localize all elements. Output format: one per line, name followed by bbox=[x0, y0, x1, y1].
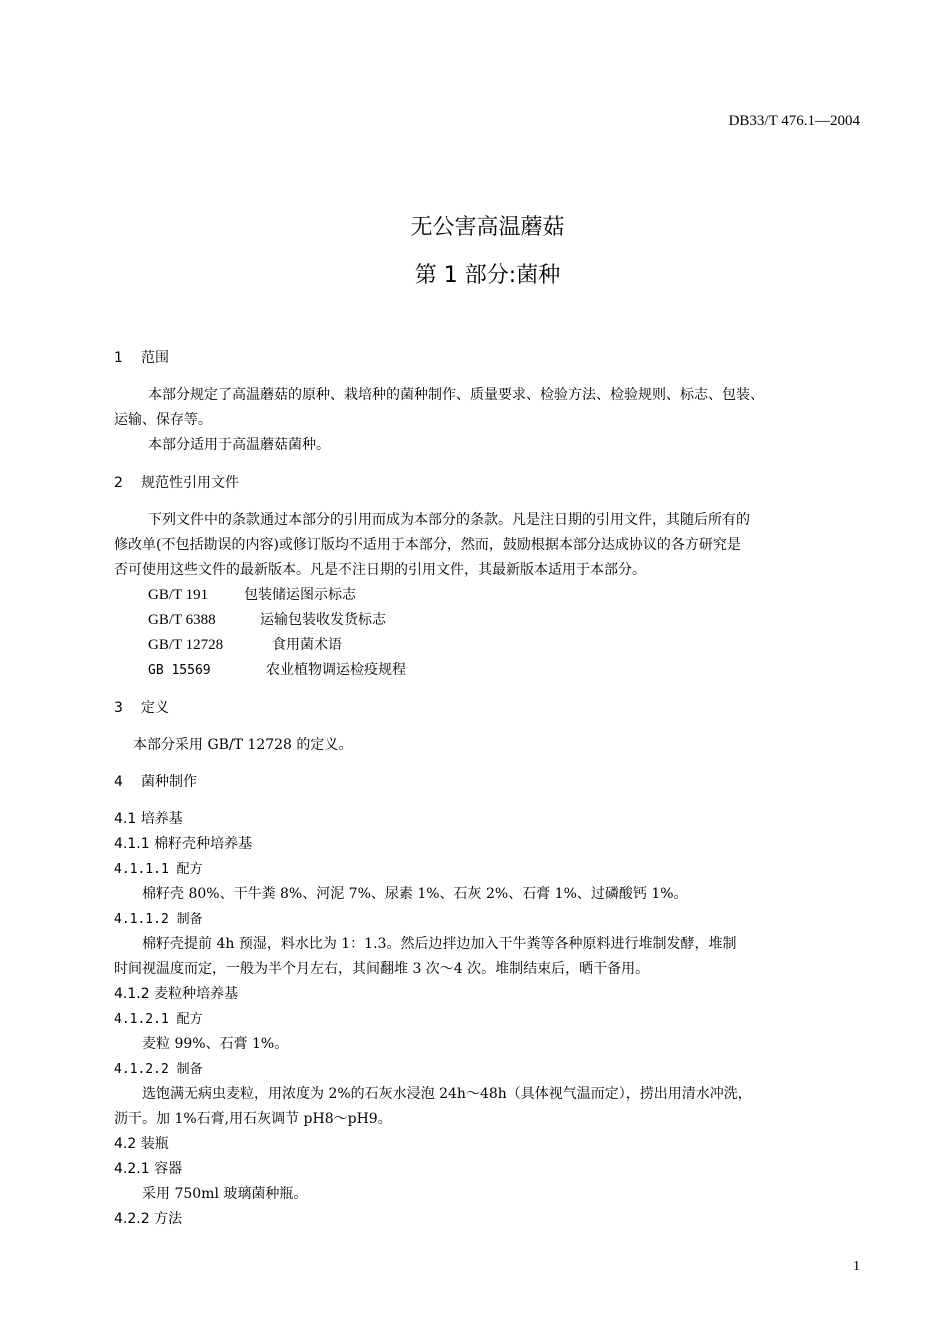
paragraph-line: 本部分适用于高温蘑菇菌种。 bbox=[148, 437, 330, 453]
subsection-heading: 4.1.2 麦粒种培养基 bbox=[114, 986, 239, 1002]
reference-item bbox=[148, 584, 356, 604]
subsection-heading: 4.1.2.2 制备 bbox=[114, 1062, 203, 1077]
reference-code: GB/T 12728 bbox=[148, 637, 224, 653]
subsection-heading: 4.1.2.1 配方 bbox=[114, 1012, 203, 1027]
page-number: 1 bbox=[853, 1259, 860, 1274]
reference-title: 运输包装收发货标志 bbox=[260, 612, 386, 628]
reference-code: GB/T 6388 bbox=[148, 612, 216, 628]
reference-title: 农业植物调运检疫规程 bbox=[266, 662, 406, 678]
subsection-heading: 4.1.1 棉籽壳种培养基 bbox=[114, 836, 253, 852]
paragraph-line: 麦粒 99%、石膏 1%。 bbox=[142, 1036, 289, 1052]
subsection-heading: 4.2.1 容器 bbox=[114, 1161, 183, 1177]
subsection-heading: 4.1.1.1 配方 bbox=[114, 862, 203, 877]
section-title: 定义 bbox=[141, 700, 169, 716]
document-title: 无公害高温蘑菇 bbox=[410, 215, 565, 240]
subsection-heading: 4.2 装瓶 bbox=[114, 1136, 169, 1152]
paragraph-line: 时间视温度而定，一般为半个月左右，其间翻堆 3 次～4 次。堆制结束后，晒干备用。 bbox=[114, 961, 650, 977]
reference-code: GB 15569 bbox=[148, 663, 211, 678]
section-title: 规范性引用文件 bbox=[141, 475, 239, 491]
reference-title: 食用菌术语 bbox=[272, 637, 342, 653]
section-title: 范围 bbox=[141, 350, 169, 366]
section-3-heading bbox=[114, 697, 169, 717]
paragraph-line: 本部分规定了高温蘑菇的原种、栽培种的菌种制作、质量要求、检验方法、检验规则、标志、包装、 bbox=[148, 387, 764, 403]
section-2-heading bbox=[114, 472, 239, 492]
paragraph-line: 否可使用这些文件的最新版本。凡是不注日期的引用文件，其最新版本适用于本部分。 bbox=[114, 562, 646, 578]
paragraph-line: 采用 750ml 玻璃菌种瓶。 bbox=[142, 1186, 308, 1202]
paragraph-line: 棉籽壳 80%、干牛粪 8%、河泥 7%、尿素 1%、石灰 2%、石膏 1%、过磷酸钙 1%。 bbox=[142, 886, 688, 902]
reference-item bbox=[148, 634, 342, 654]
subsection-heading: 4.1.1.2 制备 bbox=[114, 912, 203, 927]
section-number: 1 bbox=[114, 350, 123, 366]
section-number: 2 bbox=[114, 475, 123, 491]
subsection-heading: 4.1 培养基 bbox=[114, 811, 183, 827]
reference-item bbox=[148, 609, 386, 629]
document-subtitle: 第 1 部分:菌种 bbox=[414, 263, 561, 288]
paragraph-line: 棉籽壳提前 4h 预湿，料水比为 1：1.3。然后边拌边加入干牛粪等各种原料进行堆制发酵，堆制 bbox=[142, 936, 737, 952]
paragraph-line: 下列文件中的条款通过本部分的引用而成为本部分的条款。凡是注日期的引用文件，其随后所有的 bbox=[148, 512, 750, 528]
reference-code: GB/T 191 bbox=[148, 587, 209, 603]
paragraph-line: 修改单(不包括勘误的内容)或修订版均不适用于本部分，然而，鼓励根据本部分达成协议的各方研究是 bbox=[114, 537, 741, 553]
section-number: 4 bbox=[114, 774, 123, 790]
paragraph-line: 选饱满无病虫麦粒，用浓度为 2%的石灰水浸泡 24h～48h（具体视气温而定），捞出用清水冲洗， bbox=[142, 1086, 752, 1102]
paragraph-line: 运输、保存等。 bbox=[114, 412, 212, 428]
standard-number: DB33/T 476.1—2004 bbox=[728, 113, 860, 129]
subsection-heading: 4.2.2 方法 bbox=[114, 1211, 183, 1227]
reference-item bbox=[148, 659, 406, 679]
section-number: 3 bbox=[114, 700, 123, 716]
section-title: 菌种制作 bbox=[141, 774, 197, 790]
paragraph-line: 本部分采用 GB/T 12728 的定义。 bbox=[133, 737, 353, 753]
section-4-heading bbox=[114, 771, 197, 791]
reference-title: 包装储运图示标志 bbox=[244, 587, 356, 603]
section-1-heading bbox=[114, 347, 169, 367]
paragraph-line: 沥干。加 1%石膏,用石灰调节 pH8～pH9。 bbox=[114, 1111, 392, 1127]
